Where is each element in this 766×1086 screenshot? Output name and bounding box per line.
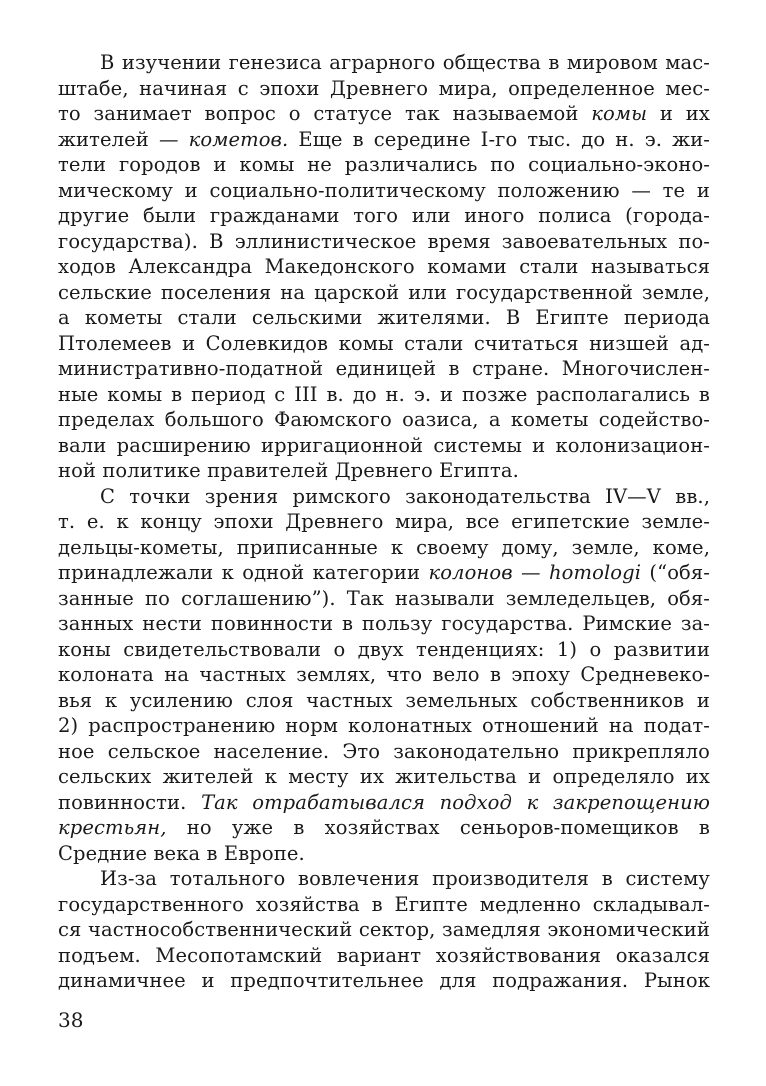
text-line bbox=[58, 458, 710, 484]
italic-term: Так отрабатывался подход к закрепощению bbox=[201, 790, 710, 814]
paragraph bbox=[58, 50, 710, 484]
text-line bbox=[58, 943, 710, 969]
text-run: дельцы-кометы, приписанные к своему дому, земле, коме, bbox=[58, 535, 710, 559]
text-run: коны свидетельствовали о двух тенденциях: 1) о развитии bbox=[58, 637, 710, 661]
text-run: министративно-податной единицей в стране. Многочислен- bbox=[58, 357, 710, 380]
text-line bbox=[58, 611, 710, 637]
text-line bbox=[58, 892, 710, 918]
text-run: ное сельское население. Это законодательно прикрепляло bbox=[58, 739, 710, 763]
text-run: другие были гражданами того или иного полиса (города- bbox=[58, 204, 710, 227]
italic-term: кометов. bbox=[188, 127, 289, 151]
page-body bbox=[58, 50, 710, 994]
text-line bbox=[58, 713, 710, 739]
text-line bbox=[58, 76, 710, 102]
text-line bbox=[58, 127, 710, 153]
text-run: вья к усилению слоя частных земельных собственников и bbox=[58, 688, 710, 712]
text-line bbox=[58, 739, 710, 765]
text-line bbox=[58, 433, 710, 459]
text-line bbox=[58, 662, 710, 688]
text-run: Еще в середине I-го тыс. до н. э. жи- bbox=[288, 127, 710, 151]
text-line bbox=[58, 305, 710, 331]
text-run: Птолемеев и Солевкидов комы стали считаться низшей ад- bbox=[58, 331, 710, 355]
text-line bbox=[58, 968, 710, 994]
text-run: подъем. Месопотамский вариант хозяйствования оказался bbox=[58, 943, 710, 967]
text-line bbox=[58, 178, 710, 204]
text-run: мическому и социально-политическому положению — те и bbox=[58, 178, 710, 202]
italic-term: крестьян, bbox=[58, 816, 167, 839]
text-run: но уже в хозяйствах сеньоров-помещиков в bbox=[166, 816, 710, 839]
text-run: вали расширению ирригационной системы и колонизацион- bbox=[58, 433, 710, 457]
text-line bbox=[58, 688, 710, 714]
text-line bbox=[58, 637, 710, 663]
text-run: т. е. к концу эпохи Древнего мира, все египетские земле- bbox=[58, 510, 710, 533]
text-line bbox=[58, 509, 710, 535]
text-line bbox=[58, 382, 710, 408]
text-run: принадлежали к одной категории bbox=[58, 561, 429, 584]
text-run: динамичнее и предпочтительнее для подражания. Рынок bbox=[58, 969, 710, 992]
text-line bbox=[58, 535, 710, 561]
text-line bbox=[58, 484, 710, 510]
text-line bbox=[58, 203, 710, 229]
text-run: колоната на частных землях, что вело в эпоху Средневеко- bbox=[58, 663, 710, 686]
text-run: жителей — bbox=[58, 127, 189, 151]
text-run: сельские поселения на царской или государственной земле, bbox=[58, 280, 710, 304]
text-line bbox=[58, 356, 710, 382]
text-line bbox=[58, 866, 710, 892]
text-line bbox=[58, 101, 710, 127]
text-run: пределах большого Фаюмского оазиса, а кометы содейство- bbox=[58, 408, 710, 431]
text-line bbox=[58, 764, 710, 790]
text-line bbox=[58, 229, 710, 255]
text-run: Средние века в Европе. bbox=[58, 841, 305, 865]
text-run: (“обя- bbox=[641, 561, 710, 584]
text-line bbox=[58, 815, 710, 841]
text-run: В изучении генезиса аграрного общества в мировом мас- bbox=[100, 51, 710, 74]
text-line bbox=[58, 917, 710, 943]
paragraph bbox=[58, 484, 710, 867]
italic-term: колонов — homologi bbox=[428, 561, 642, 584]
text-line bbox=[58, 407, 710, 433]
text-run: то занимает вопрос о статусе так называемой bbox=[58, 102, 592, 125]
text-run: ся частнособственнический сектор, замедляя экономический bbox=[58, 918, 710, 941]
text-run: ные комы в период с III в. до н. э. и позже располагались в bbox=[58, 382, 710, 406]
text-run: 2) распространению норм колонатных отношений на подат- bbox=[58, 714, 710, 737]
paragraph bbox=[58, 866, 710, 994]
text-line bbox=[58, 254, 710, 280]
italic-term: комы bbox=[591, 102, 648, 125]
text-run: занные по соглашению”). Так называли земледельцев, обя- bbox=[58, 586, 710, 610]
text-run: штабе, начиная с эпохи Древнего мира, определенное мес- bbox=[58, 76, 710, 100]
text-run: ной политике правителей Древнего Египта. bbox=[58, 459, 519, 482]
text-run: Из-за тотального вовлечения производителя в систему bbox=[100, 867, 710, 890]
text-run: ходов Александра Македонского комами стали называться bbox=[58, 255, 710, 278]
text-line bbox=[58, 586, 710, 612]
text-run: сельских жителей к месту их жительства и определяло их bbox=[58, 765, 710, 788]
text-run: занных нести повинности в пользу государства. Римские за- bbox=[58, 612, 710, 635]
text-run: а кометы стали сельскими жителями. В Египте периода bbox=[58, 306, 710, 329]
text-run: повинности. bbox=[58, 790, 202, 814]
text-run: государственного хозяйства в Египте медленно складывал- bbox=[58, 892, 710, 916]
text-run: государства). В эллинистическое время завоевательных по- bbox=[58, 229, 710, 253]
page-number: 38 bbox=[58, 1008, 84, 1032]
text-line bbox=[58, 50, 710, 76]
text-run: и их bbox=[647, 102, 710, 125]
text-line bbox=[58, 560, 710, 586]
text-run: С точки зрения римского законодательства IV—V вв., bbox=[100, 484, 710, 508]
text-line bbox=[58, 841, 710, 867]
text-line bbox=[58, 790, 710, 816]
text-line bbox=[58, 331, 710, 357]
text-line bbox=[58, 152, 710, 178]
text-run: тели городов и комы не различались по социально-эконо- bbox=[58, 153, 710, 176]
text-line bbox=[58, 280, 710, 306]
